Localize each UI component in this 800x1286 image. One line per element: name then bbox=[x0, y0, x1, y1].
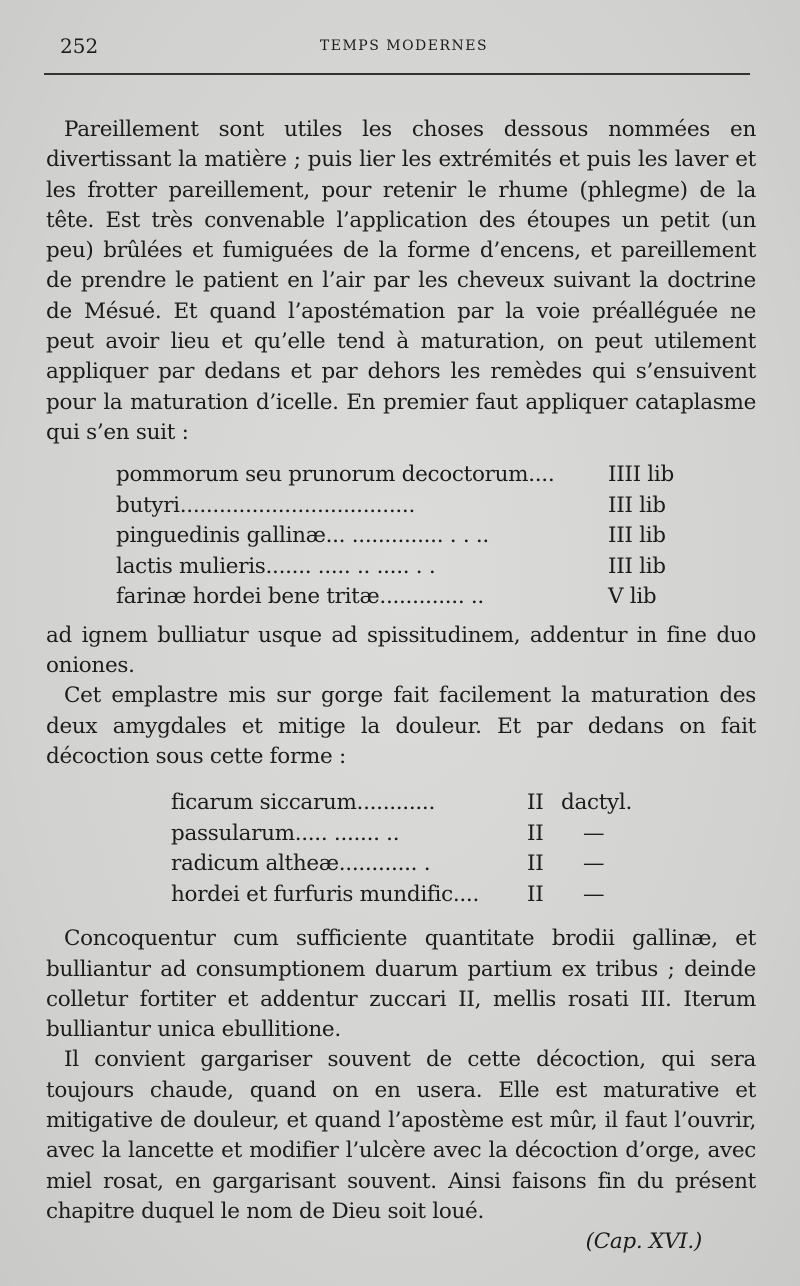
recipe-row bbox=[46, 788, 756, 819]
body-text bbox=[46, 115, 756, 1258]
ingredient-qty: III lib bbox=[608, 492, 666, 518]
ditto-dash: — bbox=[583, 851, 605, 877]
ingredient-qty: IIII lib bbox=[608, 462, 674, 488]
recipe-row bbox=[46, 521, 756, 552]
paragraph-1: Pareillement sont utiles les choses dessous nommées en divertissant la matière ; puis lier les extrémités et puis les laver et les frotter pareillement, pour retenir le rhume (phlegme) de la tête. Est très convenable l’application des étoupes un petit (un peu) brûlées et fumiguées de la forme d’encens, et pareillement de prendre le patient en l’air par les cheveux suivant la doctrine de Mésué. Et quand l’apostémation par la voie préalléguée ne peut avoir lieu et qu’elle tend à maturation, on peut utilement appliquer par dedans et par dehors les remèdes qui s’ensuivent pour la maturation d’icelle. En premier faut appliquer cataplasme qui s’en suit : bbox=[46, 117, 756, 445]
ingredient-qty: II bbox=[527, 851, 544, 877]
recipe-row bbox=[46, 552, 756, 583]
ingredient-qty: III lib bbox=[608, 553, 666, 579]
ingredient-name: butyri.................................... bbox=[116, 492, 415, 518]
ingredient-qty: III lib bbox=[608, 523, 666, 549]
page-number: 252 bbox=[60, 34, 99, 58]
page-header bbox=[60, 34, 748, 64]
ditto-dash: — bbox=[583, 820, 605, 846]
paragraph-4: Concoquentur cum sufficiente quantitate brodii gallinæ, et bulliantur ad consumptionem duarum partium ex tribus ; deinde colletur fortiter et addentur zuccari II, mellis rosati III. Iterum bulliantur unica ebullitione. bbox=[46, 926, 756, 1043]
paragraph-3: Cet emplastre mis sur gorge fait facilement la maturation des deux amygdales et mitige la douleur. Et par dedans on fait décoction sous cette forme : bbox=[46, 683, 756, 769]
ingredient-qty: II bbox=[527, 881, 544, 907]
ingredient-qty: V lib bbox=[608, 584, 657, 610]
ingredient-qty: II bbox=[527, 790, 544, 816]
recipe-row bbox=[46, 819, 756, 850]
ingredient-name: lactis mulieris....... ..... .. ..... . . bbox=[116, 553, 436, 579]
recipe-row bbox=[46, 880, 756, 911]
recipe-table-1 bbox=[46, 460, 756, 613]
recipe-row bbox=[46, 582, 756, 613]
recipe-table-2 bbox=[46, 788, 756, 910]
ingredient-qty: II bbox=[527, 820, 544, 846]
running-title: TEMPS MODERNES bbox=[319, 38, 489, 54]
paragraph-5: Il convient gargariser souvent de cette décoction, qui sera toujours chaude, quand on en usera. Elle est maturative et mitigative de douleur, et quand l’apostème est mûr, il faut l’ouvrir, avec la lancette et modifier l’ulcère avec la décoction d’orge, avec miel rosat, en gargarisant souvent. Ainsi faisons fin du présent chapitre duquel le nom de Dieu soit loué. bbox=[46, 1047, 756, 1224]
paragraph-2: ad ignem bulliatur usque ad spissitudinem, addentur in fine duo oniones. bbox=[46, 622, 756, 679]
recipe-row bbox=[46, 491, 756, 522]
ingredient-unit: dactyl. bbox=[561, 790, 633, 816]
header-rule bbox=[44, 73, 750, 75]
ingredient-name: pinguedinis gallinæ... .............. . . .. bbox=[116, 523, 489, 549]
recipe-row bbox=[46, 849, 756, 880]
ingredient-name: radicum altheæ............ . bbox=[171, 851, 431, 877]
recipe-row bbox=[46, 460, 756, 491]
ingredient-name: ficarum siccarum............ bbox=[171, 790, 435, 816]
ingredient-name: hordei et furfuris mundific.... bbox=[171, 881, 480, 907]
ingredient-name: farinæ hordei bene tritæ............. .. bbox=[116, 584, 484, 610]
ditto-dash: — bbox=[583, 881, 605, 907]
chapter-citation: (Cap. XVI.) bbox=[585, 1229, 702, 1255]
ingredient-name: passularum..... ....... .. bbox=[171, 820, 400, 846]
ingredient-name: pommorum seu prunorum decoctorum.... bbox=[116, 462, 555, 488]
